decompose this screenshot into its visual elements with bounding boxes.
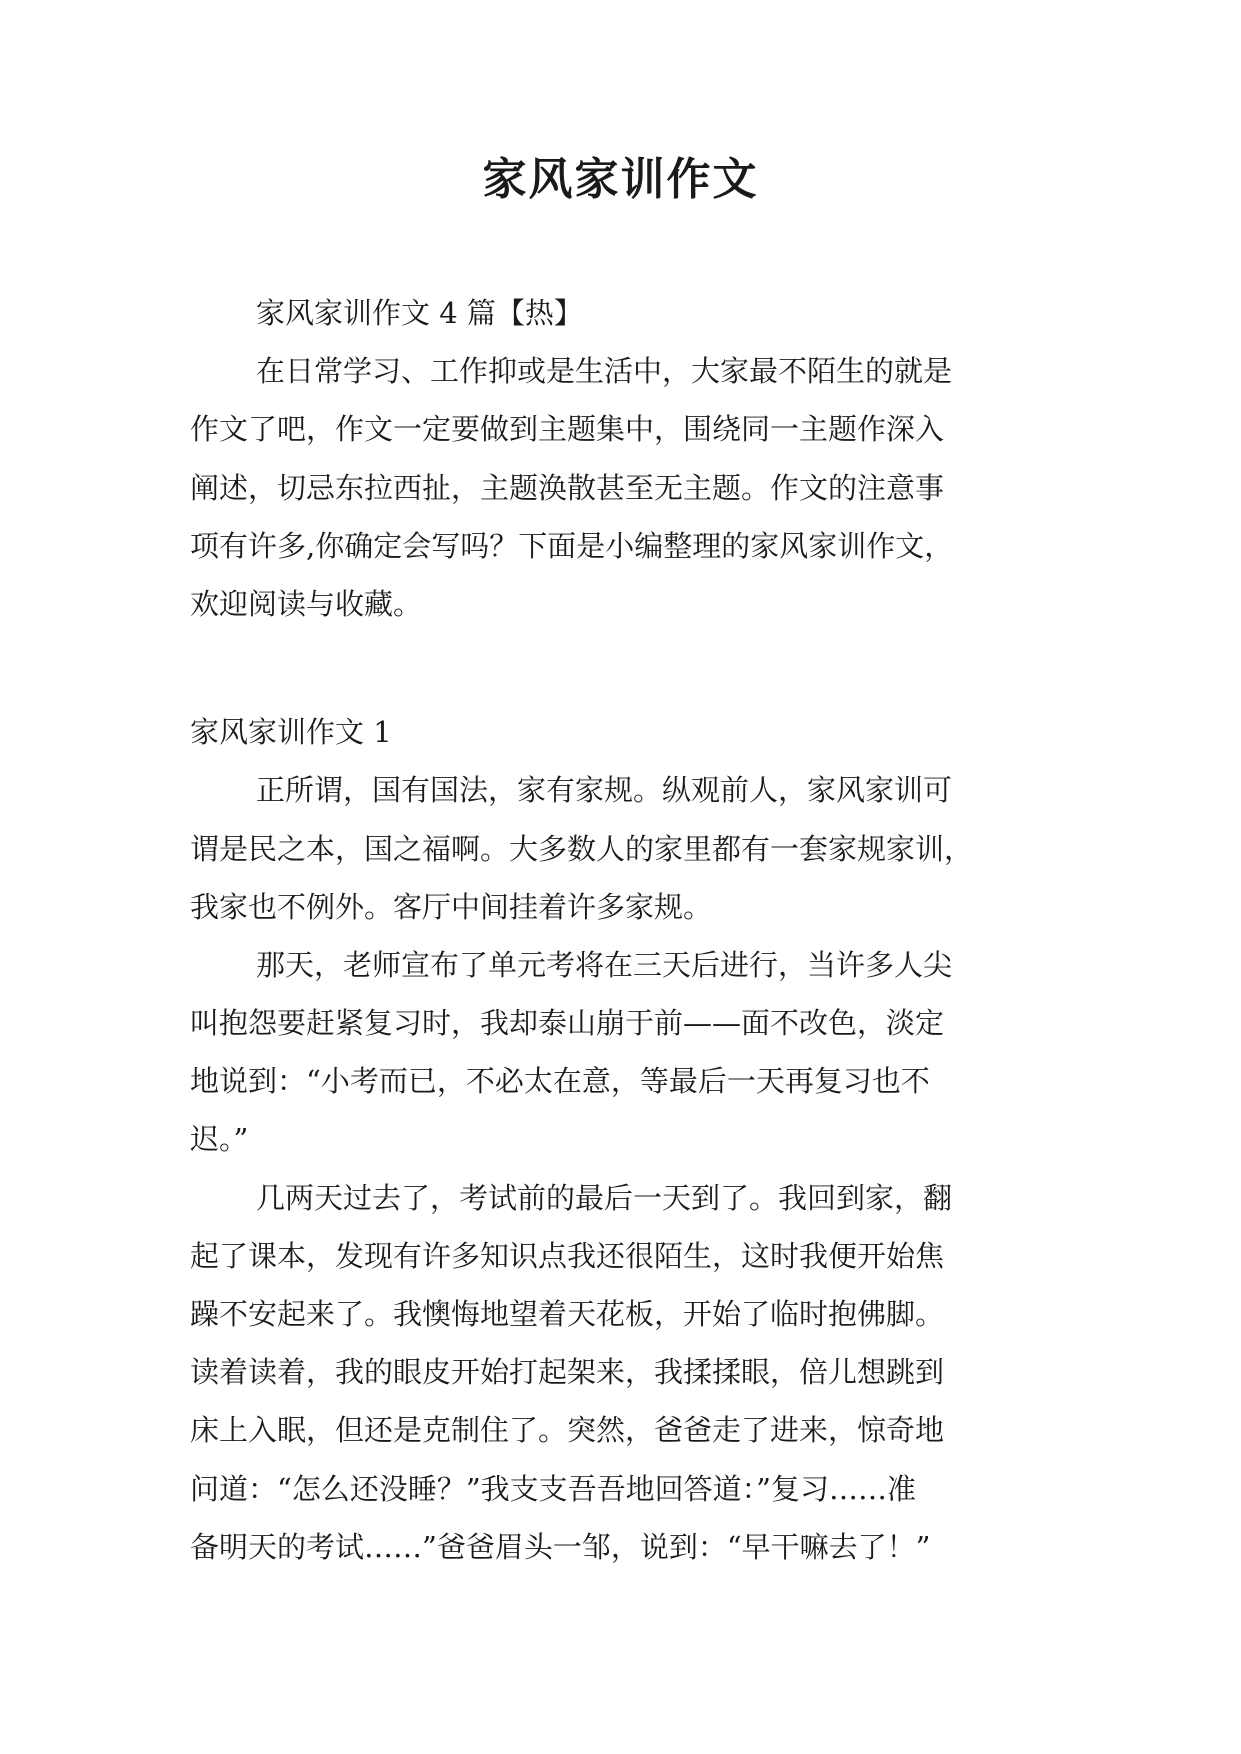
text-line: 正所谓，国有国法，家有家规。纵观前人，家风家训可 — [256, 773, 953, 808]
text-line: 在日常学习、工作抑或是生活中，大家最不陌生的就是 — [256, 354, 953, 389]
text-line: 备明天的考试……”爸爸眉头一邹，说到：“早干嘛去了！” — [190, 1529, 931, 1564]
text-line: 欢迎阅读与收藏。 — [190, 586, 423, 621]
text-line: 谓是民之本，国之福啊。大多数人的家里都有一套家规家训， — [190, 831, 974, 866]
text-line: 阐述，切忌东拉西扯，主题涣散甚至无主题。作文的注意事 — [190, 470, 945, 505]
text-block-para-2 — [190, 936, 1066, 1169]
text-line: 家风家训作文 4 篇【热】 — [256, 296, 583, 330]
text-line: 起了课本，发现有许多知识点我还很陌生，这时我便开始焦 — [190, 1238, 945, 1273]
text-block-para-3 — [190, 1169, 1066, 1576]
text-line: 项有许多,你确定会写吗？下面是小编整理的家风家训作文， — [190, 528, 954, 563]
text-line: 那天，老师宣布了单元考将在三天后进行，当许多人尖 — [256, 947, 953, 982]
text-line: 床上入眠，但还是克制住了。突然，爸爸走了进来，惊奇地 — [190, 1413, 945, 1448]
text-line: 叫抱怨要赶紧复习时，我却泰山崩于前——面不改色，淡定 — [190, 1006, 945, 1041]
text-line: 几两天过去了，考试前的最后一天到了。我回到家，翻 — [256, 1180, 953, 1215]
text-line: 迟。” — [190, 1122, 249, 1157]
document-title: 家风家训作文 — [482, 154, 759, 205]
text-block-intro — [190, 342, 1066, 633]
document-body — [190, 284, 1066, 1576]
text-line: 问道：“怎么还没睡？”我支支吾吾地回答道：”复习……准 — [190, 1471, 916, 1506]
text-block-para-1 — [190, 761, 1066, 936]
text-line: 作文了吧，作文一定要做到主题集中，围绕同一主题作深入 — [190, 412, 945, 447]
text-block-subtitle — [190, 284, 1066, 342]
text-line: 读着读着，我的眼皮开始打起架来，我揉揉眼，倍儿想跳到 — [190, 1355, 945, 1390]
text-block-section-heading — [190, 703, 1066, 761]
section-gap — [190, 633, 1066, 703]
text-line: 躁不安起来了。我懊悔地望着天花板，开始了临时抱佛脚。 — [190, 1297, 945, 1331]
text-line: 家风家训作文 1 — [190, 715, 392, 750]
text-line: 地说到：“小考而已，不必太在意，等最后一天再复习也不 — [190, 1064, 930, 1099]
text-line: 我家也不例外。客厅中间挂着许多家规。 — [190, 889, 713, 924]
